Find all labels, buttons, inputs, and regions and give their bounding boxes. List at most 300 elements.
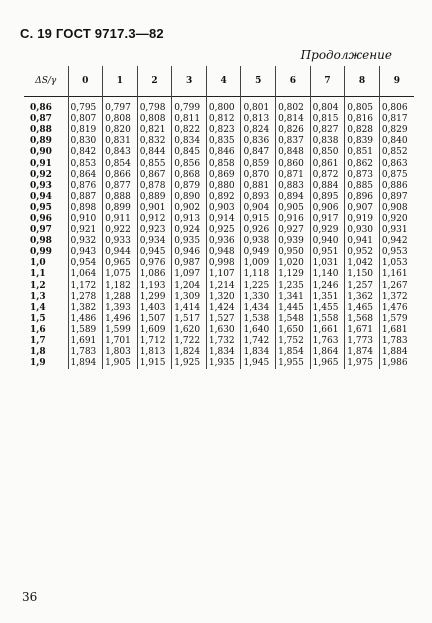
row-key: 1,7: [30, 336, 46, 347]
continuation-label: Продолжение: [300, 48, 392, 62]
table-row: [24, 136, 414, 147]
table-cell: 0,837: [276, 136, 311, 147]
row-key: 1,4: [30, 302, 46, 313]
table-cell: 0,807: [68, 114, 103, 125]
table-cell: 0,887: [68, 192, 103, 203]
table-cell: 1,330: [241, 292, 276, 303]
table-cell: 0,875: [379, 170, 414, 181]
column-header: 1: [103, 66, 138, 97]
table-cell: 1,783: [379, 336, 414, 347]
table-cell: 0,860: [276, 158, 311, 169]
table-cell: 0,826: [276, 125, 311, 136]
table-cell: 1,278: [68, 292, 103, 303]
table-cell: 0,827: [310, 125, 345, 136]
table-cell: 1,193: [137, 281, 172, 292]
table-cell: 0,884: [310, 181, 345, 192]
table-cell: 0,820: [103, 125, 138, 136]
table-row: [24, 336, 414, 347]
table-cell: 1,517: [172, 314, 207, 325]
table-cell: 1,691: [68, 336, 103, 347]
table-cell: 0,880: [206, 181, 241, 192]
table-cell: 1,486: [68, 314, 103, 325]
table-cell: 1,288: [103, 292, 138, 303]
table-cell: 0,929: [310, 225, 345, 236]
row-key: 0,94: [30, 191, 52, 202]
column-header: 9: [379, 66, 414, 97]
table-cell: 1,783: [68, 347, 103, 358]
row-key: 0,91: [30, 158, 52, 169]
table-cell: 0,915: [241, 214, 276, 225]
table-cell: 0,839: [345, 136, 380, 147]
table-cell: 1,548: [276, 314, 311, 325]
table-cell: 0,832: [137, 136, 172, 147]
table-cell: 0,881: [241, 181, 276, 192]
table-cell: 0,893: [241, 192, 276, 203]
table-cell: 1,257: [345, 281, 380, 292]
table-cell: 1,752: [276, 336, 311, 347]
table-cell: 0,864: [68, 170, 103, 181]
table-cell: 0,912: [137, 214, 172, 225]
table-cell: 1,140: [310, 269, 345, 280]
row-key: 1,2: [30, 280, 46, 291]
table-row: [24, 203, 414, 214]
table-row: [24, 125, 414, 136]
table-cell: 0,808: [137, 114, 172, 125]
table-cell: 0,939: [276, 236, 311, 247]
table-cell: 0,932: [68, 236, 103, 247]
table-cell: 0,846: [206, 147, 241, 158]
table-cell: 0,934: [137, 236, 172, 247]
table-cell: 0,845: [172, 147, 207, 158]
table-cell: 0,923: [137, 225, 172, 236]
table-cell: 1,246: [310, 281, 345, 292]
table-cell: 1,445: [276, 303, 311, 314]
table-row: [24, 325, 414, 336]
table-cell: 0,941: [345, 236, 380, 247]
table-cell: 0,998: [206, 258, 241, 269]
column-header: 3: [172, 66, 207, 97]
table-cell: 0,800: [206, 97, 241, 115]
table-cell: 0,813: [241, 114, 276, 125]
table-cell: 0,950: [276, 247, 311, 258]
table-row: [24, 347, 414, 358]
table-cell: 1,834: [241, 347, 276, 358]
table-cell: 1,742: [241, 336, 276, 347]
table-cell: 1,681: [379, 325, 414, 336]
table-cell: 0,922: [103, 225, 138, 236]
row-key: 0,90: [30, 147, 52, 158]
table-cell: 0,920: [379, 214, 414, 225]
table-cell: 1,609: [137, 325, 172, 336]
table-cell: 1,568: [345, 314, 380, 325]
table-cell: 0,855: [137, 158, 172, 169]
table-cell: 0,856: [172, 158, 207, 169]
table-cell: 0,823: [206, 125, 241, 136]
table-cell: 0,834: [172, 136, 207, 147]
table-cell: 0,954: [68, 258, 103, 269]
table-cell: 1,042: [345, 258, 380, 269]
table-cell: 0,806: [379, 97, 414, 115]
table-cell: 0,903: [206, 203, 241, 214]
page-number: 36: [22, 590, 38, 604]
table-cell: 0,835: [206, 136, 241, 147]
table-cell: 0,830: [68, 136, 103, 147]
table-cell: 0,843: [103, 147, 138, 158]
table-cell: 1,064: [68, 269, 103, 280]
table-cell: 0,949: [241, 247, 276, 258]
table-cell: 0,838: [310, 136, 345, 147]
table-row: [24, 292, 414, 303]
table-cell: 0,878: [137, 181, 172, 192]
row-key: 0,95: [30, 202, 52, 213]
table-cell: 0,952: [345, 247, 380, 258]
table-cell: 0,935: [172, 236, 207, 247]
table-cell: 0,899: [103, 203, 138, 214]
column-header: 0: [68, 66, 103, 97]
table-cell: 0,902: [172, 203, 207, 214]
table-cell: 1,620: [172, 325, 207, 336]
table-cell: 1,579: [379, 314, 414, 325]
table-row: [24, 170, 414, 181]
column-header: 6: [276, 66, 311, 97]
table-cell: 0,805: [345, 97, 380, 115]
table-cell: 0,877: [103, 181, 138, 192]
table-cell: 0,853: [68, 158, 103, 169]
table-cell: 0,892: [206, 192, 241, 203]
table-cell: 0,921: [68, 225, 103, 236]
table-cell: 0,906: [310, 203, 345, 214]
table-row: [24, 281, 414, 292]
table-cell: 0,936: [206, 236, 241, 247]
table-cell: 1,182: [103, 281, 138, 292]
table-cell: 0,829: [379, 125, 414, 136]
table-cell: 0,797: [103, 97, 138, 115]
table-cell: 1,935: [206, 358, 241, 369]
table-cell: 1,020: [276, 258, 311, 269]
row-key: 1,3: [30, 291, 46, 302]
table-row: [24, 258, 414, 269]
table-row: [24, 358, 414, 369]
table-cell: 0,863: [379, 158, 414, 169]
table-cell: 0,914: [206, 214, 241, 225]
table-body: [24, 97, 414, 370]
table-cell: 1,763: [310, 336, 345, 347]
row-key: 0,87: [30, 114, 52, 125]
table-cell: 1,414: [172, 303, 207, 314]
table-cell: 1,362: [345, 292, 380, 303]
table-row: [24, 214, 414, 225]
table-cell: 0,946: [172, 247, 207, 258]
table-cell: 1,955: [276, 358, 311, 369]
row-key: 1,0: [30, 258, 46, 269]
table-cell: 0,814: [276, 114, 311, 125]
table-cell: 0,836: [241, 136, 276, 147]
table-cell: 0,828: [345, 125, 380, 136]
table-cell: 0,945: [137, 247, 172, 258]
table-row: [24, 225, 414, 236]
row-key: 0,93: [30, 180, 52, 191]
table-row: [24, 97, 414, 115]
table-cell: 0,871: [276, 170, 311, 181]
table-cell: 0,844: [137, 147, 172, 158]
table-cell: 0,908: [379, 203, 414, 214]
table-cell: 1,538: [241, 314, 276, 325]
table-cell: 1,712: [137, 336, 172, 347]
row-key: 0,96: [30, 213, 52, 224]
row-key: 0,89: [30, 136, 52, 147]
table-row: [24, 314, 414, 325]
table-cell: 0,965: [103, 258, 138, 269]
table-cell: 0,799: [172, 97, 207, 115]
table-cell: 0,919: [345, 214, 380, 225]
table-cell: 0,816: [345, 114, 380, 125]
table-cell: 0,927: [276, 225, 311, 236]
table-cell: 1,773: [345, 336, 380, 347]
table-cell: 1,894: [68, 358, 103, 369]
table-cell: 1,053: [379, 258, 414, 269]
table-cell: 0,847: [241, 147, 276, 158]
table-cell: 0,869: [206, 170, 241, 181]
row-key: 1,1: [30, 269, 46, 280]
table-cell: 0,866: [103, 170, 138, 181]
table-cell: 1,975: [345, 358, 380, 369]
table-cell: 1,267: [379, 281, 414, 292]
table-cell: 1,382: [68, 303, 103, 314]
table-cell: 0,907: [345, 203, 380, 214]
table-cell: 1,965: [310, 358, 345, 369]
table-cell: 1,009: [241, 258, 276, 269]
table-cell: 0,885: [345, 181, 380, 192]
table-cell: 1,558: [310, 314, 345, 325]
table-cell: 1,455: [310, 303, 345, 314]
document-header: С. 19 ГОСТ 9717.3—82: [20, 26, 164, 41]
table-cell: 0,862: [345, 158, 380, 169]
row-key: 0,88: [30, 125, 52, 136]
table-cell: 0,930: [345, 225, 380, 236]
table-cell: 0,951: [310, 247, 345, 258]
table-cell: 0,879: [172, 181, 207, 192]
table-row: [24, 147, 414, 158]
table-row: [24, 114, 414, 125]
table-cell: 1,813: [137, 347, 172, 358]
column-header: 8: [345, 66, 380, 97]
table-cell: 0,873: [345, 170, 380, 181]
table-cell: 1,235: [276, 281, 311, 292]
table-cell: 1,309: [172, 292, 207, 303]
column-header: 4: [206, 66, 241, 97]
table-cell: 1,118: [241, 269, 276, 280]
table-cell: 0,867: [137, 170, 172, 181]
table-cell: 1,884: [379, 347, 414, 358]
column-header: 7: [310, 66, 345, 97]
table-cell: 0,876: [68, 181, 103, 192]
table-cell: 0,804: [310, 97, 345, 115]
table-cell: 1,097: [172, 269, 207, 280]
table-cell: 0,842: [68, 147, 103, 158]
table-cell: 1,527: [206, 314, 241, 325]
table-cell: 0,854: [103, 158, 138, 169]
table-cell: 1,507: [137, 314, 172, 325]
table-row: [24, 303, 414, 314]
table-cell: 0,896: [345, 192, 380, 203]
table-cell: 0,795: [68, 97, 103, 115]
table-cell: 1,854: [276, 347, 311, 358]
table-cell: 1,599: [103, 325, 138, 336]
table-cell: 1,701: [103, 336, 138, 347]
row-key: 0,92: [30, 169, 52, 180]
table-row: [24, 236, 414, 247]
table-cell: 0,897: [379, 192, 414, 203]
table-cell: 1,393: [103, 303, 138, 314]
table-cell: 0,870: [241, 170, 276, 181]
table-cell: 1,320: [206, 292, 241, 303]
table-cell: 0,858: [206, 158, 241, 169]
table-cell: 0,852: [379, 147, 414, 158]
table-cell: 0,824: [241, 125, 276, 136]
table-cell: 0,840: [379, 136, 414, 147]
table-row: [24, 181, 414, 192]
table-row: [24, 269, 414, 280]
table-cell: 0,872: [310, 170, 345, 181]
table-cell: 0,924: [172, 225, 207, 236]
table-cell: 0,905: [276, 203, 311, 214]
table-cell: 0,976: [137, 258, 172, 269]
table-cell: 0,868: [172, 170, 207, 181]
table-cell: 0,944: [103, 247, 138, 258]
table-cell: 0,926: [241, 225, 276, 236]
table-cell: 0,913: [172, 214, 207, 225]
table-cell: 1,129: [276, 269, 311, 280]
table-cell: 1,403: [137, 303, 172, 314]
table-cell: 1,661: [310, 325, 345, 336]
table-cell: 1,986: [379, 358, 414, 369]
table-cell: 1,031: [310, 258, 345, 269]
table-cell: 1,465: [345, 303, 380, 314]
table-cell: 1,864: [310, 347, 345, 358]
table-cell: 0,895: [310, 192, 345, 203]
table-cell: 1,086: [137, 269, 172, 280]
table-cell: 1,341: [276, 292, 311, 303]
table-cell: 1,434: [241, 303, 276, 314]
table-cell: 1,107: [206, 269, 241, 280]
table-cell: 1,150: [345, 269, 380, 280]
row-key: 0,97: [30, 225, 52, 236]
values-table: [24, 66, 414, 369]
table-cell: 1,640: [241, 325, 276, 336]
table-cell: 1,824: [172, 347, 207, 358]
table-cell: 0,808: [103, 114, 138, 125]
table-cell: 1,650: [276, 325, 311, 336]
table-cell: 1,945: [241, 358, 276, 369]
row-key: 1,5: [30, 313, 46, 324]
table-cell: 0,815: [310, 114, 345, 125]
table-cell: 1,732: [206, 336, 241, 347]
table-cell: 0,819: [68, 125, 103, 136]
table-row: [24, 158, 414, 169]
corner-header: ΔS/γ: [35, 76, 57, 86]
table-cell: 1,722: [172, 336, 207, 347]
table-cell: 1,424: [206, 303, 241, 314]
table-cell: 0,817: [379, 114, 414, 125]
table-cell: 0,802: [276, 97, 311, 115]
table-cell: 1,874: [345, 347, 380, 358]
table-cell: 1,915: [137, 358, 172, 369]
table-cell: 1,834: [206, 347, 241, 358]
table-cell: 0,861: [310, 158, 345, 169]
table-cell: 0,889: [137, 192, 172, 203]
table-cell: 0,904: [241, 203, 276, 214]
table-cell: 0,831: [103, 136, 138, 147]
table-cell: 0,925: [206, 225, 241, 236]
table-cell: 0,910: [68, 214, 103, 225]
table-cell: 0,859: [241, 158, 276, 169]
table-cell: 0,911: [103, 214, 138, 225]
table-cell: 1,172: [68, 281, 103, 292]
column-header: 2: [137, 66, 172, 97]
table-cell: 0,894: [276, 192, 311, 203]
table-header-row: [24, 66, 414, 97]
table-cell: 0,888: [103, 192, 138, 203]
table-cell: 0,821: [137, 125, 172, 136]
data-table: [24, 66, 414, 369]
table-cell: 0,848: [276, 147, 311, 158]
table-cell: 0,948: [206, 247, 241, 258]
table-cell: 0,801: [241, 97, 276, 115]
table-cell: 0,811: [172, 114, 207, 125]
table-cell: 1,372: [379, 292, 414, 303]
table-cell: 0,812: [206, 114, 241, 125]
table-cell: 0,822: [172, 125, 207, 136]
table-cell: 0,931: [379, 225, 414, 236]
table-cell: 0,917: [310, 214, 345, 225]
table-cell: 1,905: [103, 358, 138, 369]
table-cell: 0,890: [172, 192, 207, 203]
table-cell: 1,351: [310, 292, 345, 303]
table-row: [24, 192, 414, 203]
table-cell: 1,630: [206, 325, 241, 336]
table-cell: 0,886: [379, 181, 414, 192]
table-cell: 1,299: [137, 292, 172, 303]
table-cell: 0,898: [68, 203, 103, 214]
table-cell: 1,671: [345, 325, 380, 336]
row-key: 1,9: [30, 358, 46, 369]
table-cell: 0,798: [137, 97, 172, 115]
column-header: 5: [241, 66, 276, 97]
table-cell: 1,476: [379, 303, 414, 314]
row-key: 0,98: [30, 236, 52, 247]
row-key: 0,99: [30, 247, 52, 258]
table-cell: 0,987: [172, 258, 207, 269]
table-cell: 1,803: [103, 347, 138, 358]
table-cell: 1,161: [379, 269, 414, 280]
row-key: 1,8: [30, 347, 46, 358]
table-cell: 1,204: [172, 281, 207, 292]
table-cell: 1,589: [68, 325, 103, 336]
table-cell: 1,214: [206, 281, 241, 292]
table-row: [24, 247, 414, 258]
table-cell: 0,940: [310, 236, 345, 247]
table-cell: 0,851: [345, 147, 380, 158]
table-cell: 1,075: [103, 269, 138, 280]
table-cell: 0,942: [379, 236, 414, 247]
table-cell: 0,916: [276, 214, 311, 225]
table-cell: 0,933: [103, 236, 138, 247]
table-cell: 0,938: [241, 236, 276, 247]
table-cell: 0,943: [68, 247, 103, 258]
table-cell: 1,925: [172, 358, 207, 369]
table-cell: 0,953: [379, 247, 414, 258]
row-key: 0,86: [30, 103, 52, 114]
